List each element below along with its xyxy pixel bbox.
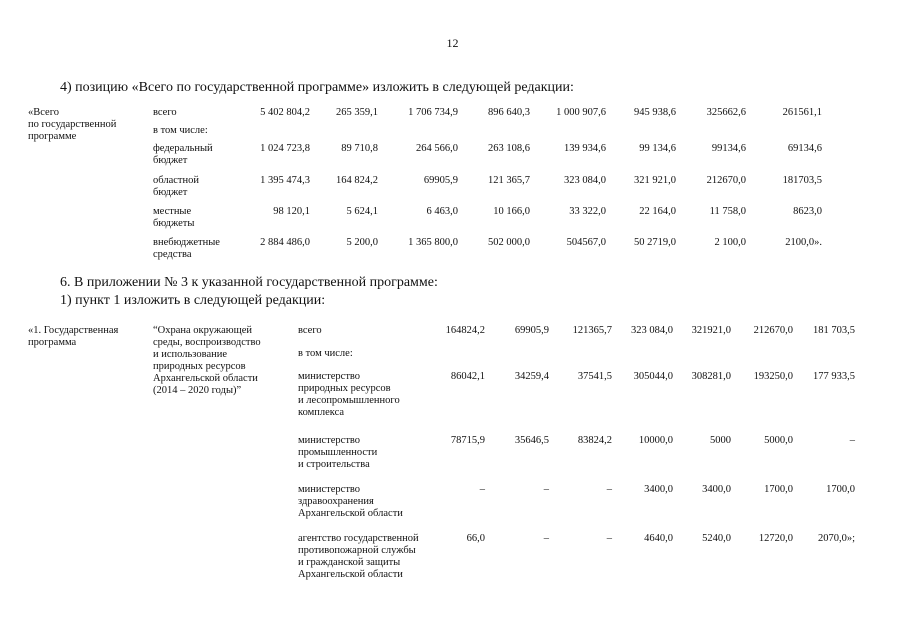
table-cell: 325662,6 [706, 107, 746, 118]
table-cell: 264 566,0 [416, 143, 458, 154]
table-cell: – [543, 533, 549, 544]
table-cell: 265 359,1 [336, 107, 378, 118]
table-cell: 33 322,0 [569, 206, 606, 217]
table-cell: 308281,0 [691, 371, 731, 382]
table-cell: 121365,7 [572, 325, 612, 336]
table-cell: 11 758,0 [709, 206, 746, 217]
table-cell: 5 402 804,2 [260, 107, 310, 118]
table-cell: 5 200,0 [346, 237, 378, 248]
table-cell: 1 000 907,6 [556, 107, 606, 118]
table-cell: 89 710,8 [341, 143, 378, 154]
table-cell: 263 108,6 [488, 143, 530, 154]
table-cell: – [479, 484, 485, 495]
table-cell: 2100,0». [785, 237, 822, 248]
table-cell: – [849, 435, 855, 446]
table-cell: 3400,0 [702, 484, 731, 495]
row-category-label: областной бюджет [153, 175, 199, 198]
table-cell: 50 2719,0 [634, 237, 676, 248]
table-cell: 321 921,0 [634, 175, 676, 186]
table-cell: 66,0 [466, 533, 485, 544]
table-cell: – [543, 484, 549, 495]
table-cell: 504567,0 [566, 237, 606, 248]
table-cell: 12720,0 [758, 533, 793, 544]
table-cell: 164824,2 [445, 325, 485, 336]
table-cell: 5000 [710, 435, 731, 446]
table-cell: 69134,6 [787, 143, 822, 154]
table-cell: 177 933,5 [813, 371, 855, 382]
item4-heading: 4) позицию «Всего по государственной программе» изложить в следующей редакции: [60, 80, 574, 95]
row-category-label: внебюджетные средства [153, 237, 220, 260]
table-cell: 78715,9 [450, 435, 485, 446]
table-cell: 22 164,0 [639, 206, 676, 217]
table-cell: 5000,0 [764, 435, 793, 446]
row-category-label: министерство промышленности и строительства [298, 435, 378, 470]
table-cell: 323 084,0 [564, 175, 606, 186]
row-category-label: всего [298, 325, 322, 336]
table-cell: 8623,0 [793, 206, 822, 217]
row-category-label: местные бюджеты [153, 206, 195, 229]
table-cell: 3400,0 [644, 484, 673, 495]
table-cell: 5 624,1 [346, 206, 378, 217]
table-cell: 10000,0 [638, 435, 673, 446]
row-category-label: министерство природных ресурсов и лесопромышленного комплекса [298, 371, 400, 418]
table-cell: – [606, 533, 612, 544]
table-cell: 2 884 486,0 [260, 237, 310, 248]
table-cell: 4640,0 [644, 533, 673, 544]
section6-heading: 6. В приложении № 3 к указанной государственной программе: [60, 275, 438, 290]
table-cell: 2 100,0 [714, 237, 746, 248]
table-cell: 945 938,6 [634, 107, 676, 118]
table-cell: 261561,1 [782, 107, 822, 118]
table-cell: 1700,0 [826, 484, 855, 495]
table-cell: 896 640,3 [488, 107, 530, 118]
table-cell: 212670,0 [753, 325, 793, 336]
table-cell: 10 166,0 [493, 206, 530, 217]
item1-heading: 1) пункт 1 изложить в следующей редакции: [60, 293, 326, 308]
table-cell: 193250,0 [753, 371, 793, 382]
table-cell: 139 934,6 [564, 143, 606, 154]
table-cell: 502 000,0 [488, 237, 530, 248]
table-cell: 305044,0 [633, 371, 673, 382]
table-cell: 37541,5 [577, 371, 612, 382]
program-name: “Охрана окружающей среды, воспроизводство и использование природных ресурсов Архангельской области (2014 – 2020 годы)” [153, 325, 261, 396]
table-cell: 121 365,7 [488, 175, 530, 186]
table-cell: 69905,9 [514, 325, 549, 336]
row-label: «Всего по государственной программе [28, 107, 117, 142]
table-cell: 6 463,0 [426, 206, 458, 217]
table-cell: 5240,0 [702, 533, 731, 544]
row-category-label: в том числе: [298, 348, 353, 359]
table-cell: 1 706 734,9 [408, 107, 458, 118]
table-cell: 99 134,6 [639, 143, 676, 154]
row-category-label: агентство государственной противопожарной службы и гражданской защиты Архангельской области [298, 533, 419, 580]
program-title: «1. Государственная программа [28, 325, 119, 348]
table-cell: – [606, 484, 612, 495]
row-category-label: федеральный бюджет [153, 143, 213, 166]
table-cell: 99134,6 [711, 143, 746, 154]
table-cell: 1 395 474,3 [260, 175, 310, 186]
table-cell: 83824,2 [577, 435, 612, 446]
table-cell: 212670,0 [706, 175, 746, 186]
table-cell: 98 120,1 [273, 206, 310, 217]
row-category-label: министерство здравоохранения Архангельской области [298, 484, 403, 519]
table-cell: 181703,5 [782, 175, 822, 186]
table-cell: 1 024 723,8 [260, 143, 310, 154]
page-number: 12 [446, 36, 459, 50]
table-cell: 86042,1 [450, 371, 485, 382]
row-category-label: в том числе: [153, 125, 208, 136]
table-cell: 34259,4 [514, 371, 549, 382]
table-cell: 2070,0»; [817, 533, 855, 544]
row-category-label: всего [153, 107, 177, 118]
table-cell: 323 084,0 [631, 325, 673, 336]
table-cell: 1700,0 [764, 484, 793, 495]
table-cell: 35646,5 [514, 435, 549, 446]
table-cell: 69905,9 [423, 175, 458, 186]
table-cell: 164 824,2 [336, 175, 378, 186]
table-cell: 181 703,5 [813, 325, 855, 336]
table-cell: 321921,0 [691, 325, 731, 336]
table-cell: 1 365 800,0 [408, 237, 458, 248]
